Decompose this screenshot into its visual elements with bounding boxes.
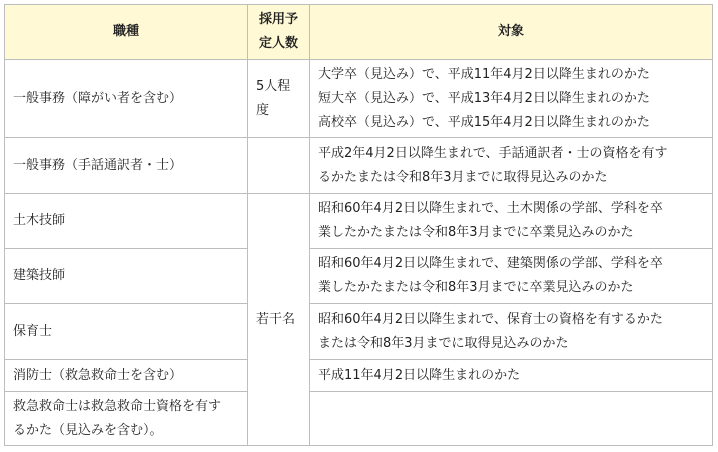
job-note-cell — [5, 392, 248, 446]
table-header-row — [5, 5, 713, 60]
job-cell: 土木技師 — [5, 194, 248, 249]
job-cell: 消防士（救急救命士を含む） — [5, 360, 248, 392]
target-line: 業したかたまたは令和8年3月までに卒業見込みのかた — [318, 225, 634, 240]
shared-count-cell: 若干名 — [248, 194, 310, 446]
table-row — [5, 392, 713, 446]
target-line: 昭和60年4月2日以降生まれで、土木関係の学部、学科を卒 — [318, 201, 663, 216]
job-cell: 一般事務（手話通訳者・士） — [5, 138, 248, 194]
target-line: 平成2年4月2日以降生まれで、手話通訳者・士の資格を有す — [318, 145, 668, 161]
job-note-line: るかた（見込みを含む）。 — [13, 422, 163, 438]
table-row — [5, 249, 713, 304]
table-row — [5, 138, 713, 194]
header-job: 職種 — [5, 5, 248, 60]
target-line: るかたまたは令和8年3月までに取得見込みのかた — [318, 169, 608, 185]
target-cell — [310, 249, 713, 304]
table-row — [5, 60, 713, 138]
target-cell — [310, 194, 713, 249]
target-cell — [310, 138, 713, 194]
target-line: または令和8年3月までに取得見込みのかた — [318, 335, 569, 351]
table-row — [5, 194, 713, 249]
target-line: 大学卒（見込み）で、平成11年4月2日以降生まれのかた — [318, 66, 650, 82]
job-cell: 保育士 — [5, 304, 248, 360]
target-line: 高校卒（見込み）で、平成15年4月2日以降生まれのかた — [318, 114, 650, 130]
target-line: 昭和60年4月2日以降生まれで、保育士の資格を有するかた — [318, 311, 663, 327]
target-line: 短大卒（見込み）で、平成13年4月2日以降生まれのかた — [318, 90, 650, 106]
job-cell: 建築技師 — [5, 249, 248, 304]
target-line: 平成11年4月2日以降生まれのかた — [318, 367, 521, 383]
job-cell: 一般事務（障がい者を含む） — [5, 60, 248, 138]
target-cell — [310, 360, 713, 392]
target-cell-empty — [310, 392, 713, 446]
header-count-line1: 採用予 — [258, 12, 298, 27]
table-row — [5, 360, 713, 392]
target-line: 昭和60年4月2日以降生まれで、建築関係の学部、学科を卒 — [318, 256, 663, 271]
job-note-line: 救急救命士は救急救命士資格を有す — [13, 398, 222, 414]
count-line2: 度 — [256, 102, 270, 118]
target-line: 業したかたまたは令和8年3月までに卒業見込みのかた — [318, 280, 634, 295]
header-count-line2: 定人数 — [258, 36, 298, 51]
target-cell — [310, 304, 713, 360]
recruitment-table — [4, 4, 713, 446]
target-cell — [310, 60, 713, 138]
header-target: 対象 — [310, 5, 713, 60]
count-cell-empty — [248, 138, 310, 194]
count-cell — [248, 60, 310, 138]
header-count — [248, 5, 310, 60]
count-line1: 5人程 — [256, 78, 291, 94]
table-row — [5, 304, 713, 360]
